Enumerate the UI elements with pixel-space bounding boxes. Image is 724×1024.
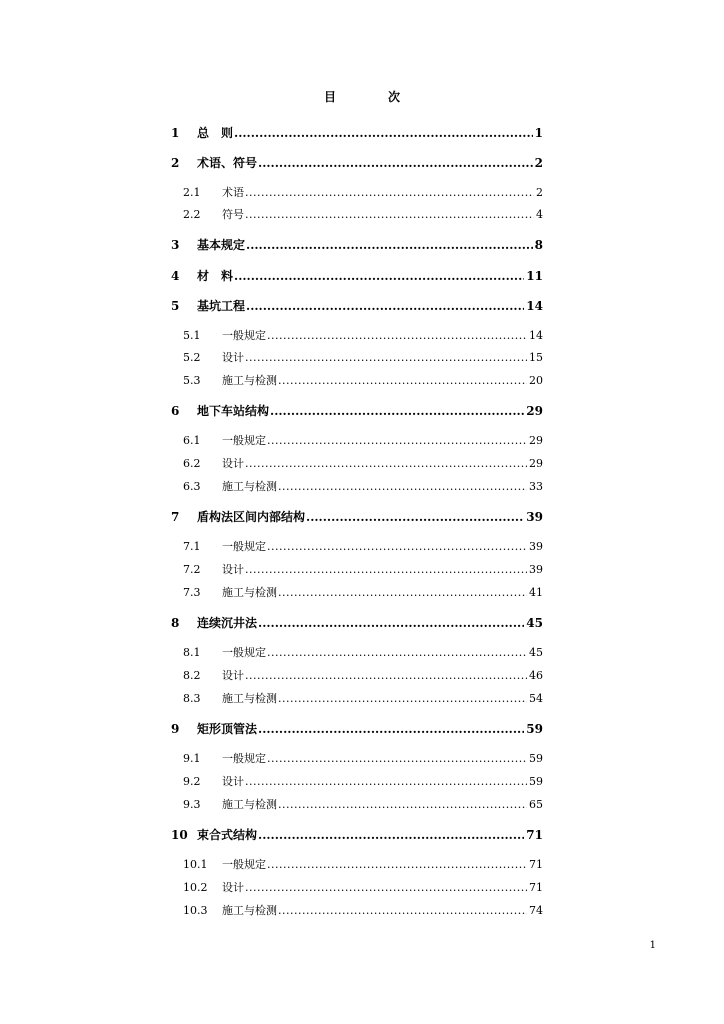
toc-leader-dots <box>267 539 527 555</box>
toc-entry-title: 设计 <box>222 775 244 788</box>
page-number: 1 <box>649 940 656 951</box>
toc-entry-page: 1 <box>534 126 543 140</box>
toc-entry-number: 4 <box>171 269 180 283</box>
toc-entry-page: 39 <box>529 563 543 576</box>
toc-leader-dots <box>258 721 524 737</box>
toc-entry-title: 设计 <box>222 881 244 894</box>
toc-section-entry[interactable] <box>0 185 724 201</box>
toc-leader-dots <box>258 155 533 171</box>
toc-leader-dots <box>234 268 524 284</box>
toc-leader-dots <box>270 403 524 419</box>
toc-leader-dots <box>267 751 527 767</box>
toc-entry-number: 2.1 <box>183 186 201 199</box>
toc-section-entry[interactable] <box>0 668 724 684</box>
toc-entry-title: 施工与检测 <box>222 692 277 705</box>
toc-entry-title: 设计 <box>222 563 244 576</box>
toc-entry-number: 10.1 <box>183 858 208 871</box>
toc-entry-number: 6.3 <box>183 480 201 493</box>
toc-entry-number: 6 <box>171 404 180 418</box>
toc-leader-dots <box>278 691 527 707</box>
toc-entry-number: 10 <box>171 828 188 842</box>
toc-section-entry[interactable] <box>0 350 724 366</box>
toc-section-entry[interactable] <box>0 456 724 472</box>
toc-section-entry[interactable] <box>0 328 724 344</box>
toc-entry-title: 设计 <box>222 669 244 682</box>
toc-entry-page: 39 <box>529 540 543 553</box>
toc-entry-page: 4 <box>536 208 543 221</box>
toc-entry-page: 33 <box>529 480 543 493</box>
toc-leader-dots <box>267 857 527 873</box>
toc-section-entry[interactable] <box>0 751 724 767</box>
toc-section-entry[interactable] <box>0 774 724 790</box>
toc-chapter-entry[interactable] <box>0 721 724 737</box>
toc-entry-title: 施工与检测 <box>222 480 277 493</box>
toc-entry-page: 29 <box>529 434 543 447</box>
toc-section-entry[interactable] <box>0 585 724 601</box>
toc-entry-title: 矩形顶管法 <box>197 722 258 736</box>
toc-entry-number: 9.3 <box>183 798 201 811</box>
toc-entry-title: 设计 <box>222 351 244 364</box>
toc-entry-number: 8.3 <box>183 692 201 705</box>
toc-leader-dots <box>245 185 534 201</box>
toc-entry-page: 46 <box>529 669 543 682</box>
toc-leader-dots <box>267 433 527 449</box>
toc-entry-page: 45 <box>526 616 543 630</box>
toc-entry-page: 2 <box>536 186 543 199</box>
toc-entry-title: 束合式结构 <box>197 828 258 842</box>
toc-leader-dots <box>258 827 524 843</box>
toc-chapter-entry[interactable] <box>0 827 724 843</box>
toc-entry-page: 59 <box>529 775 543 788</box>
toc-entry-page: 39 <box>526 510 543 524</box>
toc-entry-number: 5.2 <box>183 351 201 364</box>
toc-entry-number: 10.2 <box>183 881 208 894</box>
toc-section-entry[interactable] <box>0 903 724 919</box>
toc-entry-page: 65 <box>529 798 543 811</box>
toc-entry-number: 7 <box>171 510 180 524</box>
toc-entry-number: 2.2 <box>183 208 201 221</box>
page-title: 目 次 <box>323 90 420 104</box>
toc-entry-title: 一般规定 <box>222 540 266 553</box>
toc-entry-page: 8 <box>534 238 543 252</box>
toc-entry-page: 59 <box>526 722 543 736</box>
toc-entry-page: 15 <box>529 351 543 364</box>
toc-entry-title: 总 则 <box>197 126 234 140</box>
toc-entry-page: 54 <box>529 692 543 705</box>
toc-leader-dots <box>245 350 527 366</box>
toc-entry-number: 8 <box>171 616 180 630</box>
toc-chapter-entry[interactable] <box>0 403 724 419</box>
toc-leader-dots <box>234 125 533 141</box>
toc-chapter-entry[interactable] <box>0 125 724 141</box>
toc-entry-page: 2 <box>534 156 543 170</box>
toc-entry-number: 9 <box>171 722 180 736</box>
toc-entry-number: 5.1 <box>183 329 201 342</box>
toc-entry-page: 74 <box>529 904 543 917</box>
toc-section-entry[interactable] <box>0 857 724 873</box>
toc-leader-dots <box>267 645 527 661</box>
toc-entry-title: 一般规定 <box>222 646 266 659</box>
toc-entry-number: 5.3 <box>183 374 201 387</box>
toc-entry-number: 6.2 <box>183 457 201 470</box>
toc-chapter-entry[interactable] <box>0 615 724 631</box>
toc-entry-title: 地下车站结构 <box>197 404 270 418</box>
toc-chapter-entry[interactable] <box>0 155 724 171</box>
toc-entry-title: 一般规定 <box>222 329 266 342</box>
toc-entry-number: 6.1 <box>183 434 201 447</box>
toc-entry-title: 施工与检测 <box>222 798 277 811</box>
toc-entry-page: 11 <box>526 269 543 283</box>
toc-entry-title: 施工与检测 <box>222 904 277 917</box>
toc-entry-number: 7.2 <box>183 563 201 576</box>
toc-entry-page: 20 <box>529 374 543 387</box>
toc-leader-dots <box>278 373 527 389</box>
toc-chapter-entry[interactable] <box>0 298 724 314</box>
toc-entry-number: 10.3 <box>183 904 208 917</box>
toc-entry-title: 设计 <box>222 457 244 470</box>
toc-leader-dots <box>245 562 527 578</box>
toc-entry-title: 盾构法区间内部结构 <box>197 510 306 524</box>
toc-entry-number: 7.1 <box>183 540 201 553</box>
toc-entry-number: 5 <box>171 299 180 313</box>
toc-leader-dots <box>246 298 524 314</box>
toc-entry-title: 基坑工程 <box>197 299 246 313</box>
toc-entry-number: 2 <box>171 156 180 170</box>
toc-leader-dots <box>306 509 524 525</box>
toc-entry-title: 基本规定 <box>197 238 246 252</box>
toc-leader-dots <box>245 456 527 472</box>
toc-entry-page: 29 <box>529 457 543 470</box>
toc-entry-title: 一般规定 <box>222 434 266 447</box>
toc-section-entry[interactable] <box>0 691 724 707</box>
toc-entry-title: 施工与检测 <box>222 586 277 599</box>
toc-entry-title: 连续沉井法 <box>197 616 258 630</box>
toc-leader-dots <box>246 237 533 253</box>
toc-entry-number: 9.1 <box>183 752 201 765</box>
toc-entry-title: 术语 <box>222 186 244 199</box>
toc-section-entry[interactable] <box>0 797 724 813</box>
toc-entry-page: 71 <box>529 858 543 871</box>
toc-entry-page: 45 <box>529 646 543 659</box>
toc-section-entry[interactable] <box>0 539 724 555</box>
toc-leader-dots <box>245 207 534 223</box>
toc-entry-number: 1 <box>171 126 180 140</box>
toc-section-entry[interactable] <box>0 433 724 449</box>
toc-entry-title: 材 料 <box>197 269 234 283</box>
toc-entry-page: 41 <box>529 586 543 599</box>
toc-chapter-entry[interactable] <box>0 237 724 253</box>
toc-entry-number: 7.3 <box>183 586 201 599</box>
toc-leader-dots <box>278 903 527 919</box>
toc-section-entry[interactable] <box>0 562 724 578</box>
toc-entry-number: 8.1 <box>183 646 201 659</box>
toc-entry-title: 施工与检测 <box>222 374 277 387</box>
toc-entry-page: 14 <box>526 299 543 313</box>
toc-section-entry[interactable] <box>0 373 724 389</box>
toc-leader-dots <box>245 668 527 684</box>
toc-entry-title: 符号 <box>222 208 244 221</box>
toc-section-entry[interactable] <box>0 880 724 896</box>
toc-entry-number: 8.2 <box>183 669 201 682</box>
toc-leader-dots <box>258 615 524 631</box>
toc-entry-page: 71 <box>526 828 543 842</box>
toc-entry-page: 29 <box>526 404 543 418</box>
toc-entry-page: 59 <box>529 752 543 765</box>
toc-chapter-entry[interactable] <box>0 509 724 525</box>
toc-section-entry[interactable] <box>0 645 724 661</box>
toc-leader-dots <box>278 585 527 601</box>
toc-entry-title: 一般规定 <box>222 752 266 765</box>
toc-entry-number: 9.2 <box>183 775 201 788</box>
toc-entry-page: 71 <box>529 881 543 894</box>
toc-entry-number: 3 <box>171 238 180 252</box>
toc-entry-title: 术语、符号 <box>197 156 258 170</box>
toc-section-entry[interactable] <box>0 207 724 223</box>
toc-entry-title: 一般规定 <box>222 858 266 871</box>
toc-leader-dots <box>245 880 527 896</box>
toc-entry-page: 14 <box>529 329 543 342</box>
toc-leader-dots <box>278 797 527 813</box>
toc-leader-dots <box>245 774 527 790</box>
toc-section-entry[interactable] <box>0 479 724 495</box>
toc-chapter-entry[interactable] <box>0 268 724 284</box>
toc-leader-dots <box>278 479 527 495</box>
toc-leader-dots <box>267 328 527 344</box>
